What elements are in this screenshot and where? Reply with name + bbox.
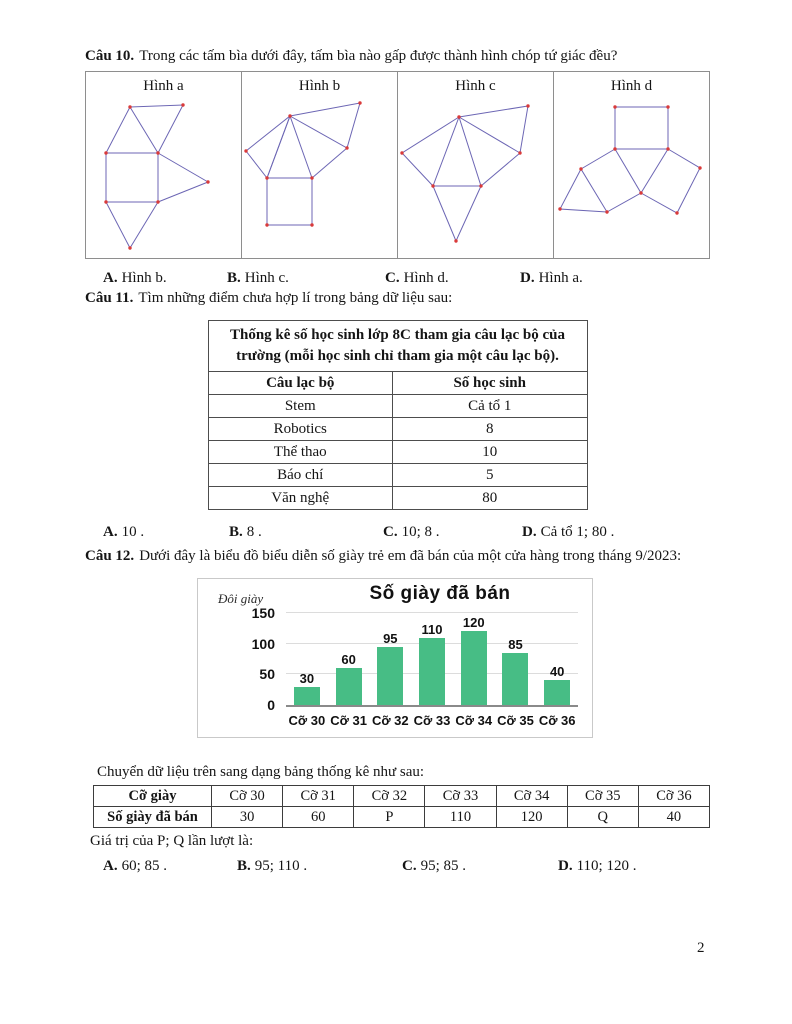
shoe-sales-bar-chart bbox=[197, 578, 593, 738]
chart-bars bbox=[286, 615, 578, 705]
q11-question-text: Tìm những điểm chưa hợp lí trong bảng dữ liệu sau: bbox=[138, 290, 453, 306]
q12-option-c-key: C. bbox=[402, 858, 417, 874]
chart-title: Số giày đã bán bbox=[369, 583, 511, 604]
q11-option-c bbox=[383, 522, 522, 542]
cell-count: 5 bbox=[392, 464, 587, 487]
table-row bbox=[94, 786, 710, 807]
q10-option-d-text: Hình a. bbox=[538, 270, 583, 286]
x-tick-label: Cỡ 35 bbox=[497, 713, 534, 728]
x-tick-label: Cỡ 32 bbox=[371, 713, 409, 728]
figure-a-label: Hình a bbox=[143, 78, 184, 94]
shoe-size-cell: Cỡ 31 bbox=[283, 786, 354, 807]
cell-club: Báo chí bbox=[208, 464, 392, 487]
bar-value-label: 120 bbox=[462, 615, 485, 631]
q12-option-b-key: B. bbox=[237, 858, 251, 874]
q10-option-d bbox=[520, 268, 710, 288]
q12-option-d-key: D. bbox=[558, 858, 573, 874]
shoe-size-cell: Cỡ 36 bbox=[638, 786, 709, 807]
q10-option-a-key: A. bbox=[103, 270, 118, 286]
shoe-size-header: Cỡ giày bbox=[94, 786, 212, 807]
table-row bbox=[208, 441, 587, 464]
q12-option-d-text: 110; 120 . bbox=[576, 858, 637, 874]
bar bbox=[419, 638, 445, 705]
table-row bbox=[208, 418, 587, 441]
shoe-count-cell: 110 bbox=[425, 807, 496, 828]
figure-b-label: Hình b bbox=[298, 78, 341, 94]
shoe-count-cell: 30 bbox=[212, 807, 283, 828]
q10-option-c-key: C. bbox=[385, 270, 400, 286]
shoe-count-cell: 60 bbox=[283, 807, 354, 828]
shoe-count-header: Số giày đã bán bbox=[94, 807, 212, 828]
bar-value-label: 110 bbox=[421, 621, 443, 637]
figure-c-label: Hình c bbox=[455, 78, 496, 94]
q12-options bbox=[85, 856, 710, 876]
q10-question-line bbox=[85, 46, 710, 66]
q12-option-b-text: 95; 110 . bbox=[254, 858, 308, 874]
bar-column bbox=[536, 615, 578, 705]
page-content bbox=[85, 46, 710, 876]
q12-option-c bbox=[402, 856, 558, 876]
q11-table-title-line2: trường (mỗi học sinh chỉ tham gia một câu lạc bộ). bbox=[236, 348, 559, 364]
x-tick-label: Cỡ 30 bbox=[288, 713, 326, 728]
bar-column bbox=[328, 615, 370, 705]
cell-club: Robotics bbox=[208, 418, 392, 441]
q11-club-table bbox=[208, 320, 588, 510]
table-row bbox=[208, 464, 587, 487]
x-tick-label: Cỡ 34 bbox=[455, 713, 493, 728]
shoe-size-cell: Cỡ 33 bbox=[425, 786, 496, 807]
cell-club: Văn nghệ bbox=[208, 487, 392, 510]
bar-value-label: 85 bbox=[508, 636, 523, 652]
y-tick-label: 0 bbox=[267, 697, 275, 713]
bar bbox=[336, 668, 362, 705]
net-figure-a bbox=[86, 95, 241, 255]
shoe-size-cell: Cỡ 32 bbox=[354, 786, 425, 807]
figure-cell-b bbox=[241, 72, 397, 258]
q11-col-header-count: Số học sinh bbox=[392, 372, 587, 395]
figure-d-label: Hình d bbox=[610, 78, 653, 94]
table-caption-row bbox=[208, 321, 587, 372]
q12-option-a-text: 60; 85 . bbox=[121, 858, 168, 874]
q10-option-a bbox=[85, 268, 227, 288]
y-tick-label: 50 bbox=[259, 666, 275, 683]
q11-option-a-text: 10 . bbox=[121, 524, 145, 540]
cell-club: Stem bbox=[208, 395, 392, 418]
bar bbox=[544, 680, 570, 705]
q11-option-d-text: Cả tổ 1; 80 . bbox=[540, 524, 615, 540]
q12-label: Câu 12. bbox=[85, 548, 135, 564]
shoe-size-cell: Cỡ 34 bbox=[496, 786, 567, 807]
y-tick-label: 100 bbox=[251, 635, 275, 652]
figure-cell-a bbox=[86, 72, 241, 258]
shoe-count-cell: P bbox=[354, 807, 425, 828]
table-row bbox=[208, 395, 587, 418]
bar-column bbox=[369, 615, 411, 705]
q10-option-a-text: Hình b. bbox=[121, 270, 167, 286]
bar-value-label: 30 bbox=[299, 670, 315, 686]
q11-option-d bbox=[522, 522, 710, 542]
q11-option-a-key: A. bbox=[103, 524, 118, 540]
net-figure-b bbox=[242, 95, 397, 255]
shoe-count-cell: Q bbox=[567, 807, 638, 828]
q10-figure-table bbox=[85, 71, 710, 259]
q11-option-a bbox=[85, 522, 229, 542]
shoe-count-cell: 120 bbox=[496, 807, 567, 828]
cell-count: Cả tổ 1 bbox=[392, 395, 587, 418]
net-figure-d bbox=[554, 95, 709, 255]
chart-y-axis-label: Đôi giày bbox=[218, 591, 264, 606]
q11-option-b bbox=[229, 522, 383, 542]
q11-option-c-key: C. bbox=[383, 524, 398, 540]
shoe-count-cell: 40 bbox=[638, 807, 709, 828]
bar-value-label: 40 bbox=[549, 664, 565, 680]
bar-column bbox=[286, 615, 328, 705]
q11-option-b-key: B. bbox=[229, 524, 243, 540]
chart-plot bbox=[251, 605, 578, 713]
q11-table-title bbox=[208, 321, 587, 372]
q12-option-a bbox=[85, 856, 237, 876]
q10-option-c bbox=[385, 268, 520, 288]
q10-option-c-text: Hình d. bbox=[403, 270, 449, 286]
bar-column bbox=[495, 615, 537, 705]
cell-club: Thể thao bbox=[208, 441, 392, 464]
figure-cell-d bbox=[553, 72, 709, 258]
y-tick-label: 150 bbox=[251, 605, 275, 621]
gridline bbox=[286, 612, 578, 613]
bar-value-label: 95 bbox=[383, 630, 398, 646]
q10-question-text: Trong các tấm bìa dưới đây, tấm bìa nào gấp được thành hình chóp tứ giác đều? bbox=[139, 48, 618, 64]
q11-question-line bbox=[85, 288, 710, 308]
bar bbox=[461, 631, 487, 705]
q12-question-line bbox=[85, 546, 710, 566]
q10-option-b-text: Hình c. bbox=[244, 270, 289, 286]
x-tick-label: Cỡ 33 bbox=[413, 713, 451, 728]
q10-options bbox=[85, 268, 710, 288]
q11-label: Câu 11. bbox=[85, 290, 134, 306]
figure-cell-c bbox=[397, 72, 553, 258]
cell-count: 80 bbox=[392, 487, 587, 510]
q12-option-a-key: A. bbox=[103, 858, 118, 874]
chart-x-axis-labels bbox=[286, 713, 578, 728]
q11-table-title-line1: Thống kê số học sinh lớp 8C tham gia câu lạc bộ của bbox=[229, 327, 566, 343]
q12-shoe-table bbox=[93, 785, 710, 828]
shoe-size-cell: Cỡ 35 bbox=[567, 786, 638, 807]
q10-option-b-key: B. bbox=[227, 270, 241, 286]
bar bbox=[294, 687, 320, 705]
q12-option-c-text: 95; 85 . bbox=[420, 858, 467, 874]
page-number: 2 bbox=[697, 940, 705, 956]
q10-option-b bbox=[227, 268, 385, 288]
q10-label: Câu 10. bbox=[85, 48, 135, 64]
table-row bbox=[208, 487, 587, 510]
bar-value-label: 60 bbox=[341, 652, 356, 668]
bar bbox=[502, 653, 528, 705]
table-header-row bbox=[208, 372, 587, 395]
table-row bbox=[94, 807, 710, 828]
q12-question-text: Dưới đây là biểu đồ biểu diễn số giày trẻ em đã bán của một cửa hàng trong tháng 9/2023: bbox=[139, 548, 682, 564]
q12-note: Chuyển dữ liệu trên sang dạng bảng thống kê như sau: bbox=[97, 764, 425, 780]
q11-col-header-club: Câu lạc bộ bbox=[208, 372, 392, 395]
x-tick-label: Cỡ 36 bbox=[538, 713, 576, 728]
q11-options bbox=[85, 522, 710, 542]
q11-option-c-text: 10; 8 . bbox=[401, 524, 440, 540]
q10-option-d-key: D. bbox=[520, 270, 535, 286]
q12-option-b bbox=[237, 856, 402, 876]
cell-count: 10 bbox=[392, 441, 587, 464]
q12-option-d bbox=[558, 856, 710, 876]
cell-count: 8 bbox=[392, 418, 587, 441]
bar bbox=[377, 647, 403, 705]
x-tick-label: Cỡ 31 bbox=[330, 713, 367, 728]
q12-prompt: Giá trị của P; Q lần lượt là: bbox=[90, 833, 254, 849]
shoe-size-cell: Cỡ 30 bbox=[212, 786, 283, 807]
q11-option-b-text: 8 . bbox=[246, 524, 262, 540]
q11-option-d-key: D. bbox=[522, 524, 537, 540]
net-figure-c bbox=[398, 95, 553, 255]
bar-column bbox=[411, 615, 453, 705]
bar-column bbox=[453, 615, 495, 705]
